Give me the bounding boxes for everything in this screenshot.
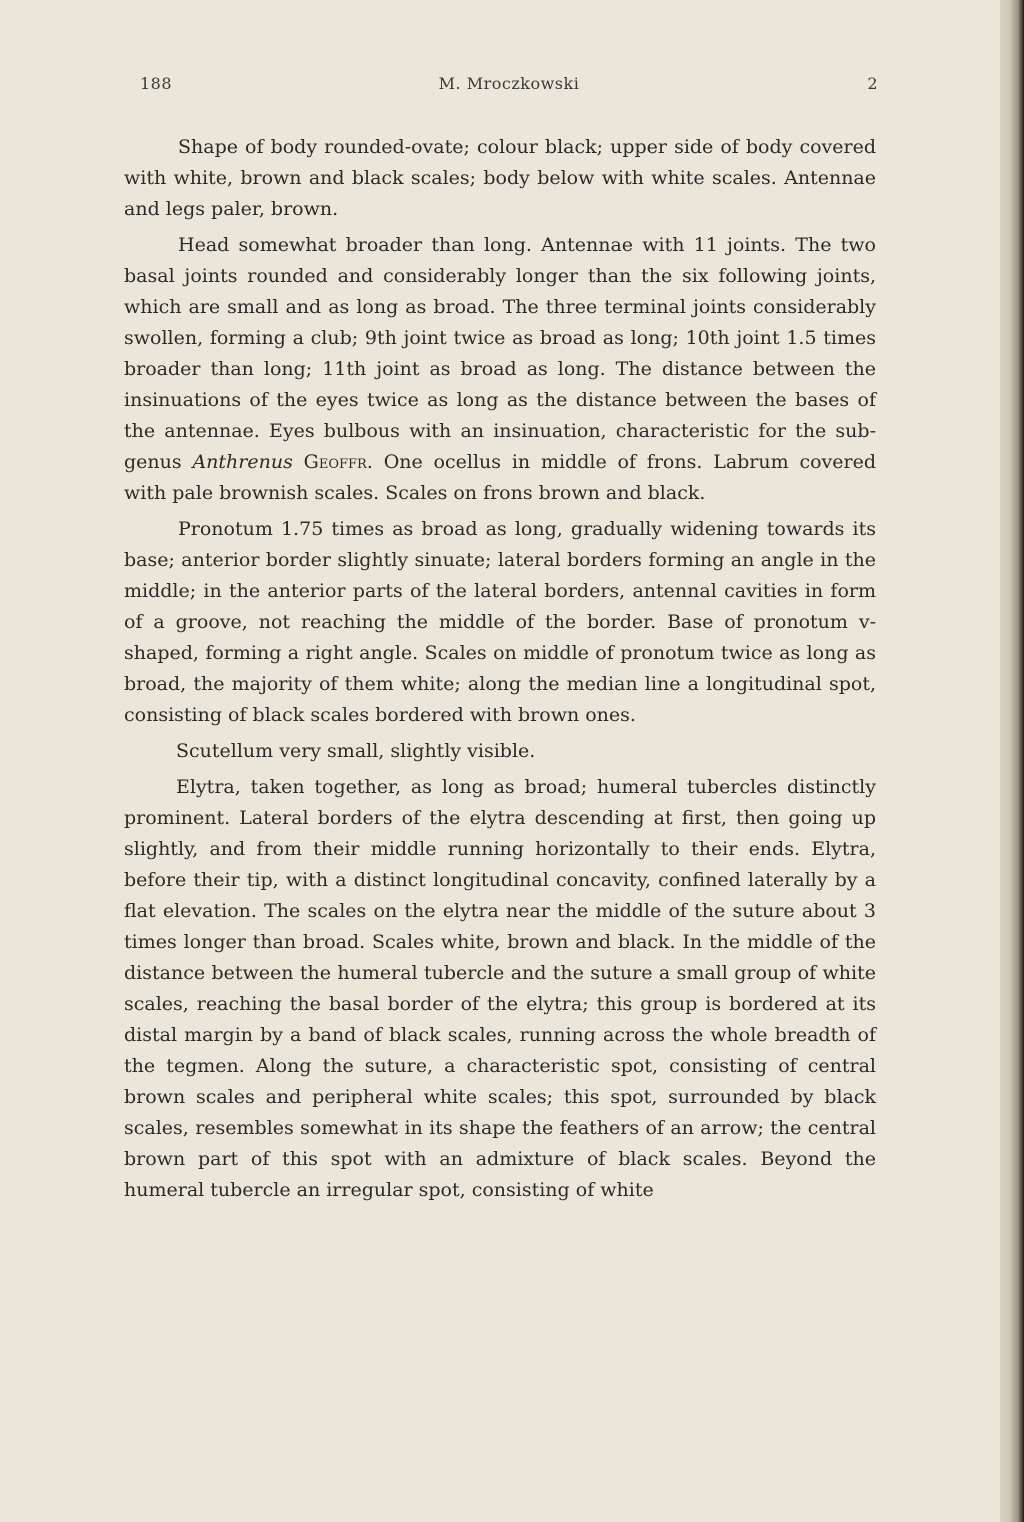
page-number: 188	[140, 74, 173, 93]
page-edge-shadow	[1000, 0, 1024, 1522]
running-header	[140, 74, 878, 98]
taxon-authority: Geoffr.	[303, 451, 373, 473]
head-text-before: Head somewhat broader than long. Antennae with 11 joints. The two basal joints rounded and considerably longer than the six following joints, which are small and as long as broad. The three terminal joints considerably swollen, forming a club; 9th joint twice as broad as long; 10th joint 1.5 times broader than long; 11th joint as broad as long. The distance between the insinuations of the eyes twice as long as the distance between the bases of the antennae. Eyes bulbous with an insinuation, characteristic for the subgenus	[124, 234, 876, 473]
paragraph-scutellum: Scutellum very small, slightly visible.	[176, 740, 536, 762]
paragraph-head	[124, 230, 876, 509]
paragraph-pronotum: Pronotum 1.75 times as broad as long, gradually widening towards its base; anterior border slightly sinuate; lateral borders forming an angle in the middle; in the anterior parts of the lateral borders, antennal cavities in form of a groove, not reaching the middle of the border. Base of pronotum v-shaped, forming a right angle. Scales on middle of pronotum twice as long as broad, the majority of them white; along the median line a longitudinal spot, consisting of black scales bordered with brown ones.	[124, 518, 876, 726]
body-text	[124, 132, 876, 1211]
running-head-author: M. Mroczkowski	[438, 74, 580, 93]
paragraph-elytra: Elytra, taken together, as long as broad; humeral tubercles distinctly prominent. Lateral borders of the elytra descending at first, then going up slightly, and from their middle running horizontally to their ends. Elytra, before their tip, with a distinct longitudinal concavity, confined laterally by a flat elevation. The scales on the elytra near the middle of the suture about 3 times longer than broad. Scales white, brown and black. In the middle of the distance between the humeral tubercle and the suture a small group of white scales, reaching the basal border of the elytra; this group is bordered at its distal margin by a band of black scales, running across the whole breadth of the tegmen. Along the suture, a characteristic spot, consisting of central brown scales and peripheral white scales; this spot, surrounded by black scales, resembles somewhat in its shape the feathers of an arrow; the central brown part of this spot with an admixture of black scales. Beyond the humeral tubercle an irregular spot, consisting of white	[124, 776, 876, 1201]
head-text-after: One ocellus in middle of frons. Labrum covered with pale brownish scales. Scales on frons brown and black.	[124, 451, 877, 504]
paragraph-description: Shape of body rounded-ovate; colour black; upper side of body covered with white, brown and black scales; body below with white scales. Antennae and legs paler, brown.	[124, 136, 876, 220]
genus-name: Anthrenus	[192, 451, 293, 473]
section-number: 2	[867, 74, 878, 93]
